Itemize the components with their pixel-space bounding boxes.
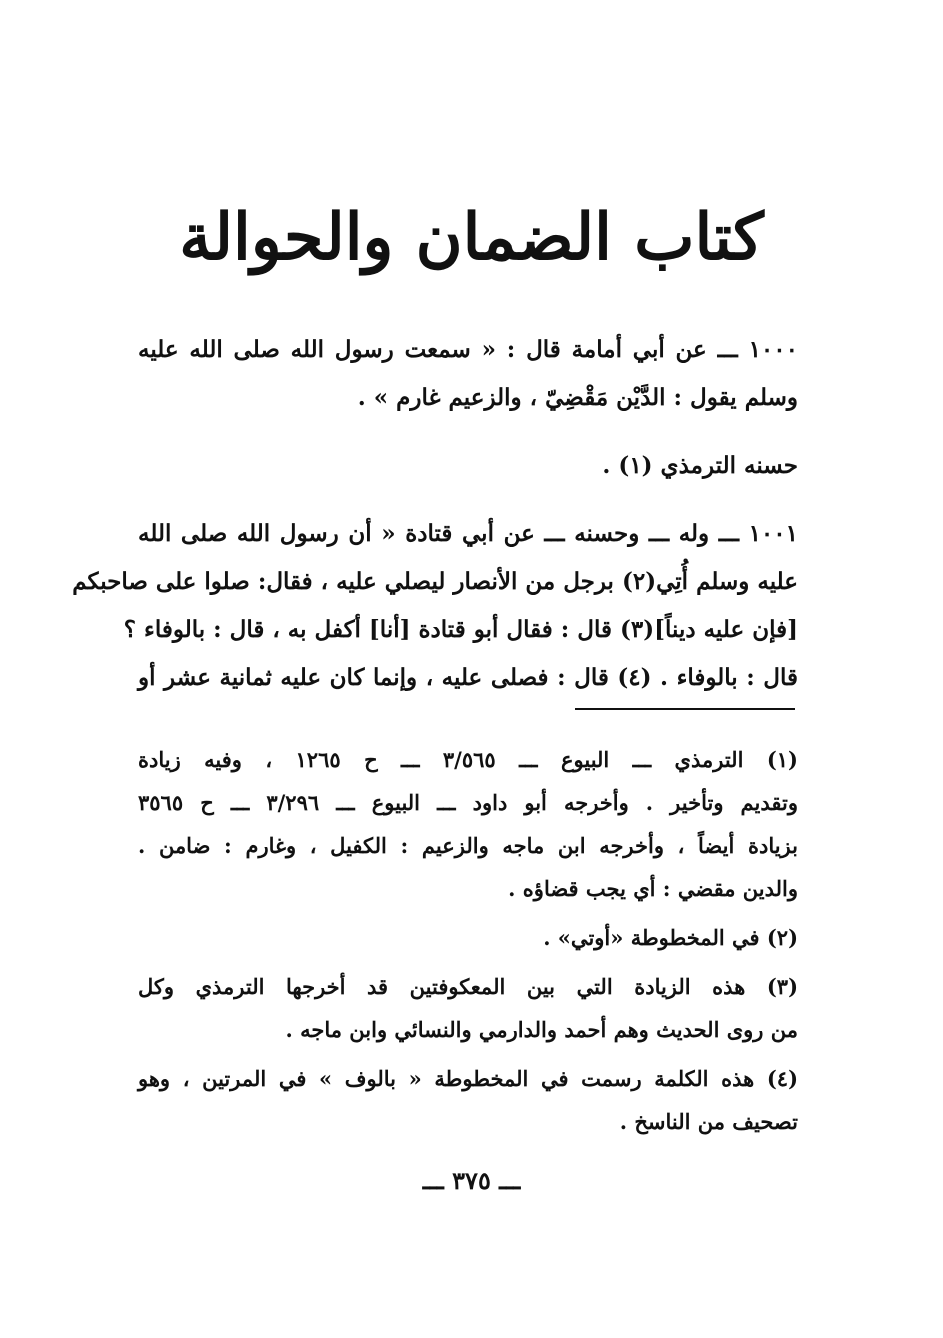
hadith-1000-line-1: ١٠٠٠ ـــ عن أبي أمامة قال : « سمعت رسول الله صلى الله عليه — [138, 336, 798, 363]
hadith-1000 — [138, 326, 798, 422]
hadith-1000-line-2: وسلم يقول : الدَّيْن مَقْضِيّ ، والزعيم غارم » . — [357, 384, 798, 411]
footnote-4-line-2: تصحيف من الناسخ . — [619, 1109, 798, 1134]
hadith-1001-line-3: [فإن عليه ديناً](٣) قال : فقال أبو قتادة [أنا] أكفل به ، قال : بالوفاء ؟ — [123, 616, 798, 643]
footnote-1-line-3: بزيادة أيضاً ، وأخرجه ابن ماجه والزعيم : الكفيل ، وغارم : ضامن . — [138, 833, 798, 858]
footnote-2-line-1: (٢) في المخطوطة «أوتي» . — [543, 925, 798, 950]
footnote-1-line-4: والدين مقضي : أي يجب قضاؤه . — [508, 876, 798, 901]
hadith-1001-line-2: عليه وسلم أُتِي(٢) برجل من الأنصار ليصلي عليه ، فقال: صلوا على صاحبكم — [72, 568, 798, 595]
hadith-1001 — [72, 510, 798, 702]
page-number: ـــ ٣٧٥ ـــ — [422, 1166, 521, 1195]
footnote-3 — [138, 965, 798, 1051]
main-text — [72, 326, 798, 722]
footnote-1-line-1: (١) الترمذي ـــ البيوع ـــ ٣/٥٦٥ ـــ ح ١٢٦٥ ، وفيه زيادة — [138, 747, 798, 772]
footnote-2 — [138, 916, 798, 959]
footnotes — [138, 738, 798, 1149]
chapter-title: كتاب الضمان والحوالة — [179, 200, 764, 275]
footnote-3-line-1: (٣) هذه الزيادة التي بين المعكوفتين قد أخرجها الترمذي وكل — [138, 974, 798, 999]
footnote-4 — [138, 1057, 798, 1143]
footnote-4-line-1: (٤) هذه الكلمة رسمت في المخطوطة « بالوف » في المرتين ، وهو — [138, 1066, 798, 1091]
footnote-separator — [575, 708, 795, 710]
hadith-1000-grading — [138, 442, 798, 490]
hadith-1001-line-1: ١٠٠١ ـــ وله ـــ وحسنه ـــ عن أبي قتادة « أن رسول الله صلى الله — [138, 520, 798, 547]
hadith-1001-line-4: قال : بالوفاء . (٤) قال : فصلى عليه ، وإنما كان عليه ثمانية عشر أو — [138, 664, 798, 691]
grading-text: حسنه الترمذي (١) . — [602, 452, 798, 479]
footnote-1-line-2: وتقديم وتأخير . وأخرجه أبو داود ـــ البيوع ـــ ٣/٢٩٦ ـــ ح ٣٥٦٥ — [138, 790, 798, 815]
footnote-1 — [138, 738, 798, 910]
footnote-3-line-2: من روى الحديث وهم أحمد والدارمي والنسائي وابن ماجه . — [285, 1017, 798, 1042]
